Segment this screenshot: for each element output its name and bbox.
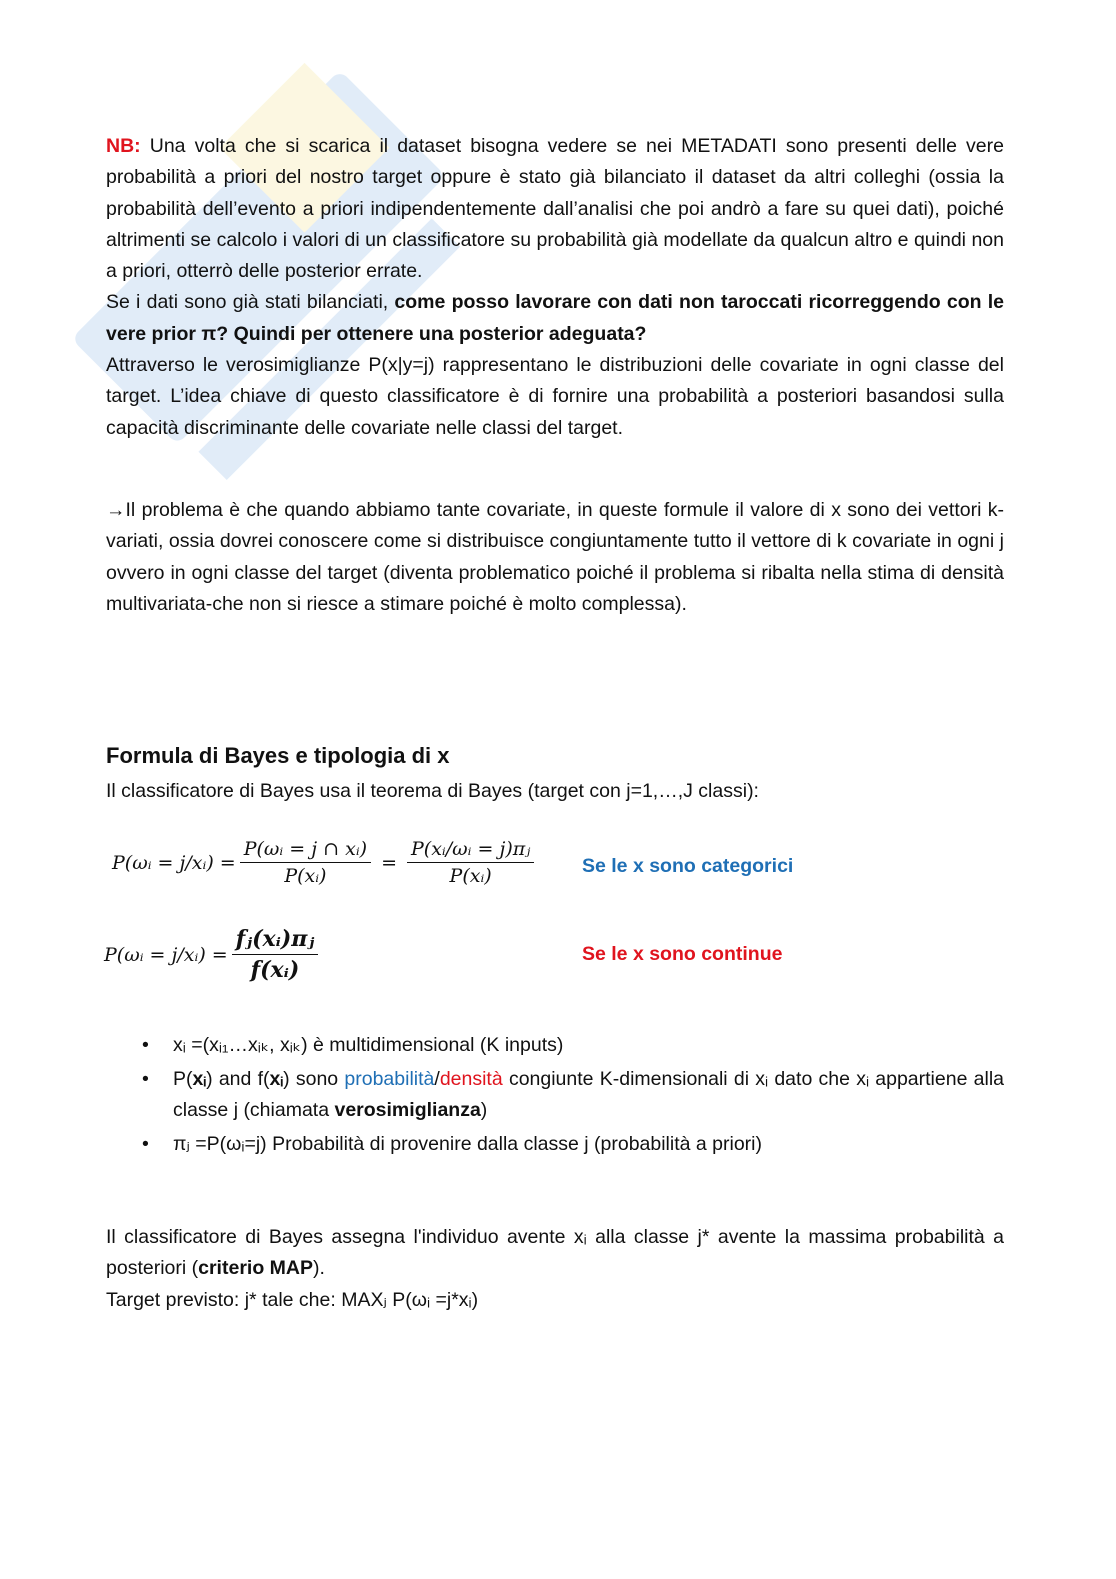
formula-categorical (112, 838, 538, 887)
bullet-2-verosimiglianza: verosimiglianza (334, 1099, 481, 1121)
section-intro: Il classificatore di Bayes usa il teorema di Bayes (target con j=1,…,J classi): (106, 780, 759, 802)
balanced-question-bold: come posso lavorare con dati non taroccati ricorreggendo con le vere prior π? Quindi per ottenere una posterior adeguata? (106, 291, 1004, 345)
definitions-list (106, 1030, 1004, 1162)
arrow-icon: → (106, 499, 126, 521)
problem-text: Il problema è che quando abbiamo tante covariate, in queste formule il valore di x sono dei vettori k-variati, ossia dovrei conoscere come si distribuisce congiuntamente tutto il vettore di k covariate in ogni j ovvero in ogni classe del target (diventa problematico poiché il problema si ribalta nella stima di densità multivariata-che non si riesce a stimare poiché è molto complessa). (106, 499, 1004, 615)
formula2-fraction (232, 926, 319, 983)
bullet-icon: • (142, 1132, 149, 1155)
formula2-numerator: fⱼ(xᵢ)πⱼ (232, 926, 319, 955)
formula1-fraction-2 (407, 838, 534, 887)
bullet-2-part: P( (173, 1067, 193, 1090)
list-item (106, 1129, 1004, 1161)
balanced-question-normal: Se i dati sono già stati bilanciati, (106, 291, 395, 314)
bullet-2-probabilita: probabilità (344, 1067, 435, 1090)
section-title: Formula di Bayes e tipologia di x (106, 743, 450, 768)
bullet-2-part: congiunte K-dimensionali di xᵢ dato che xᵢ appartiene alla classe j (chiamata (173, 1067, 1005, 1121)
formula1-numerator-1: P(ωᵢ = j ∩ xᵢ) (240, 838, 371, 863)
paragraph-problem (106, 495, 1004, 620)
bullet-1-text: xᵢ =(xᵢ₁…xᵢₖ, xᵢₖ) è multidimensional (K inputs) (173, 1034, 564, 1056)
bullet-2-xi-bold: xᵢ (192, 1067, 207, 1090)
likelihood-paragraph: Attraverso le verosimiglianze P(x|y=j) rappresentano le distribuzioni delle covariate in ogni classe del target. L’idea chiave di questo classificatore è di fornire una probabilità a posteriori basandosi sulla capacità discriminante delle covariate nelle classi del target. (106, 354, 1004, 439)
label-continuous: Se le x sono continue (582, 943, 783, 965)
bullet-2-part: / (434, 1067, 440, 1090)
formula1-lhs: P(ωᵢ = j/xᵢ) = (112, 851, 236, 874)
bullet-2-xi-bold: xᵢ (269, 1067, 284, 1090)
bullet-3-text: πⱼ =P(ωᵢ=j) Probabilità di provenire dalla classe j (probabilità a priori) (173, 1132, 762, 1155)
formula2-lhs: P(ωᵢ = j/xᵢ) = (104, 943, 228, 966)
paragraph-nb (106, 131, 1004, 444)
list-item (106, 1064, 1004, 1127)
bullet-icon: • (142, 1067, 149, 1090)
bullet-icon: • (142, 1034, 149, 1056)
bullet-2-densita: densità (439, 1067, 503, 1090)
bullet-2-part: ) and f( (206, 1067, 270, 1090)
bullet-2-part: ) sono (283, 1067, 345, 1090)
bullet-2-part: ) (480, 1099, 488, 1121)
formula-continuous (104, 926, 322, 983)
formula1-denominator-2: P(xᵢ) (449, 865, 492, 887)
nb-text: Una volta che si scarica il dataset bisogna vedere se nei METADATI sono presenti delle vere probabilità a priori del nostro target oppure è stato già bilanciato il dataset da altri colleghi (ossia la probabilità dell’evento a priori indipendentemente dall’analisi che poi andrò a fare su quei dati), poiché altrimenti se calcolo i valori di un classificatore su probabilità già modellate da qualcun altro e quindi non a priori, otterrò delle posterior errate. (106, 135, 1004, 283)
map-text: Il classificatore di Bayes assegna l'individuo avente xᵢ alla classe j* avente la massima probabilità a posteriori ( (106, 1226, 1004, 1280)
formula2-denominator: f(xᵢ) (250, 957, 300, 983)
target-previsto: Target previsto: j* tale che: MAXⱼ P(ωᵢ =j*xᵢ) (106, 1288, 479, 1311)
map-text-end: ). (312, 1257, 325, 1280)
paragraph-map (106, 1222, 1004, 1316)
formula1-numerator-2: P(xᵢ/ωᵢ = j)πⱼ (407, 838, 534, 863)
list-item (106, 1030, 1004, 1062)
formula1-equals: = (381, 851, 397, 874)
formula1-denominator-1: P(xᵢ) (284, 865, 327, 887)
nb-label: NB: (106, 135, 141, 157)
formula1-fraction-1 (240, 838, 371, 887)
label-categorical: Se le x sono categorici (582, 855, 794, 877)
map-criterio: criterio MAP (198, 1257, 313, 1280)
